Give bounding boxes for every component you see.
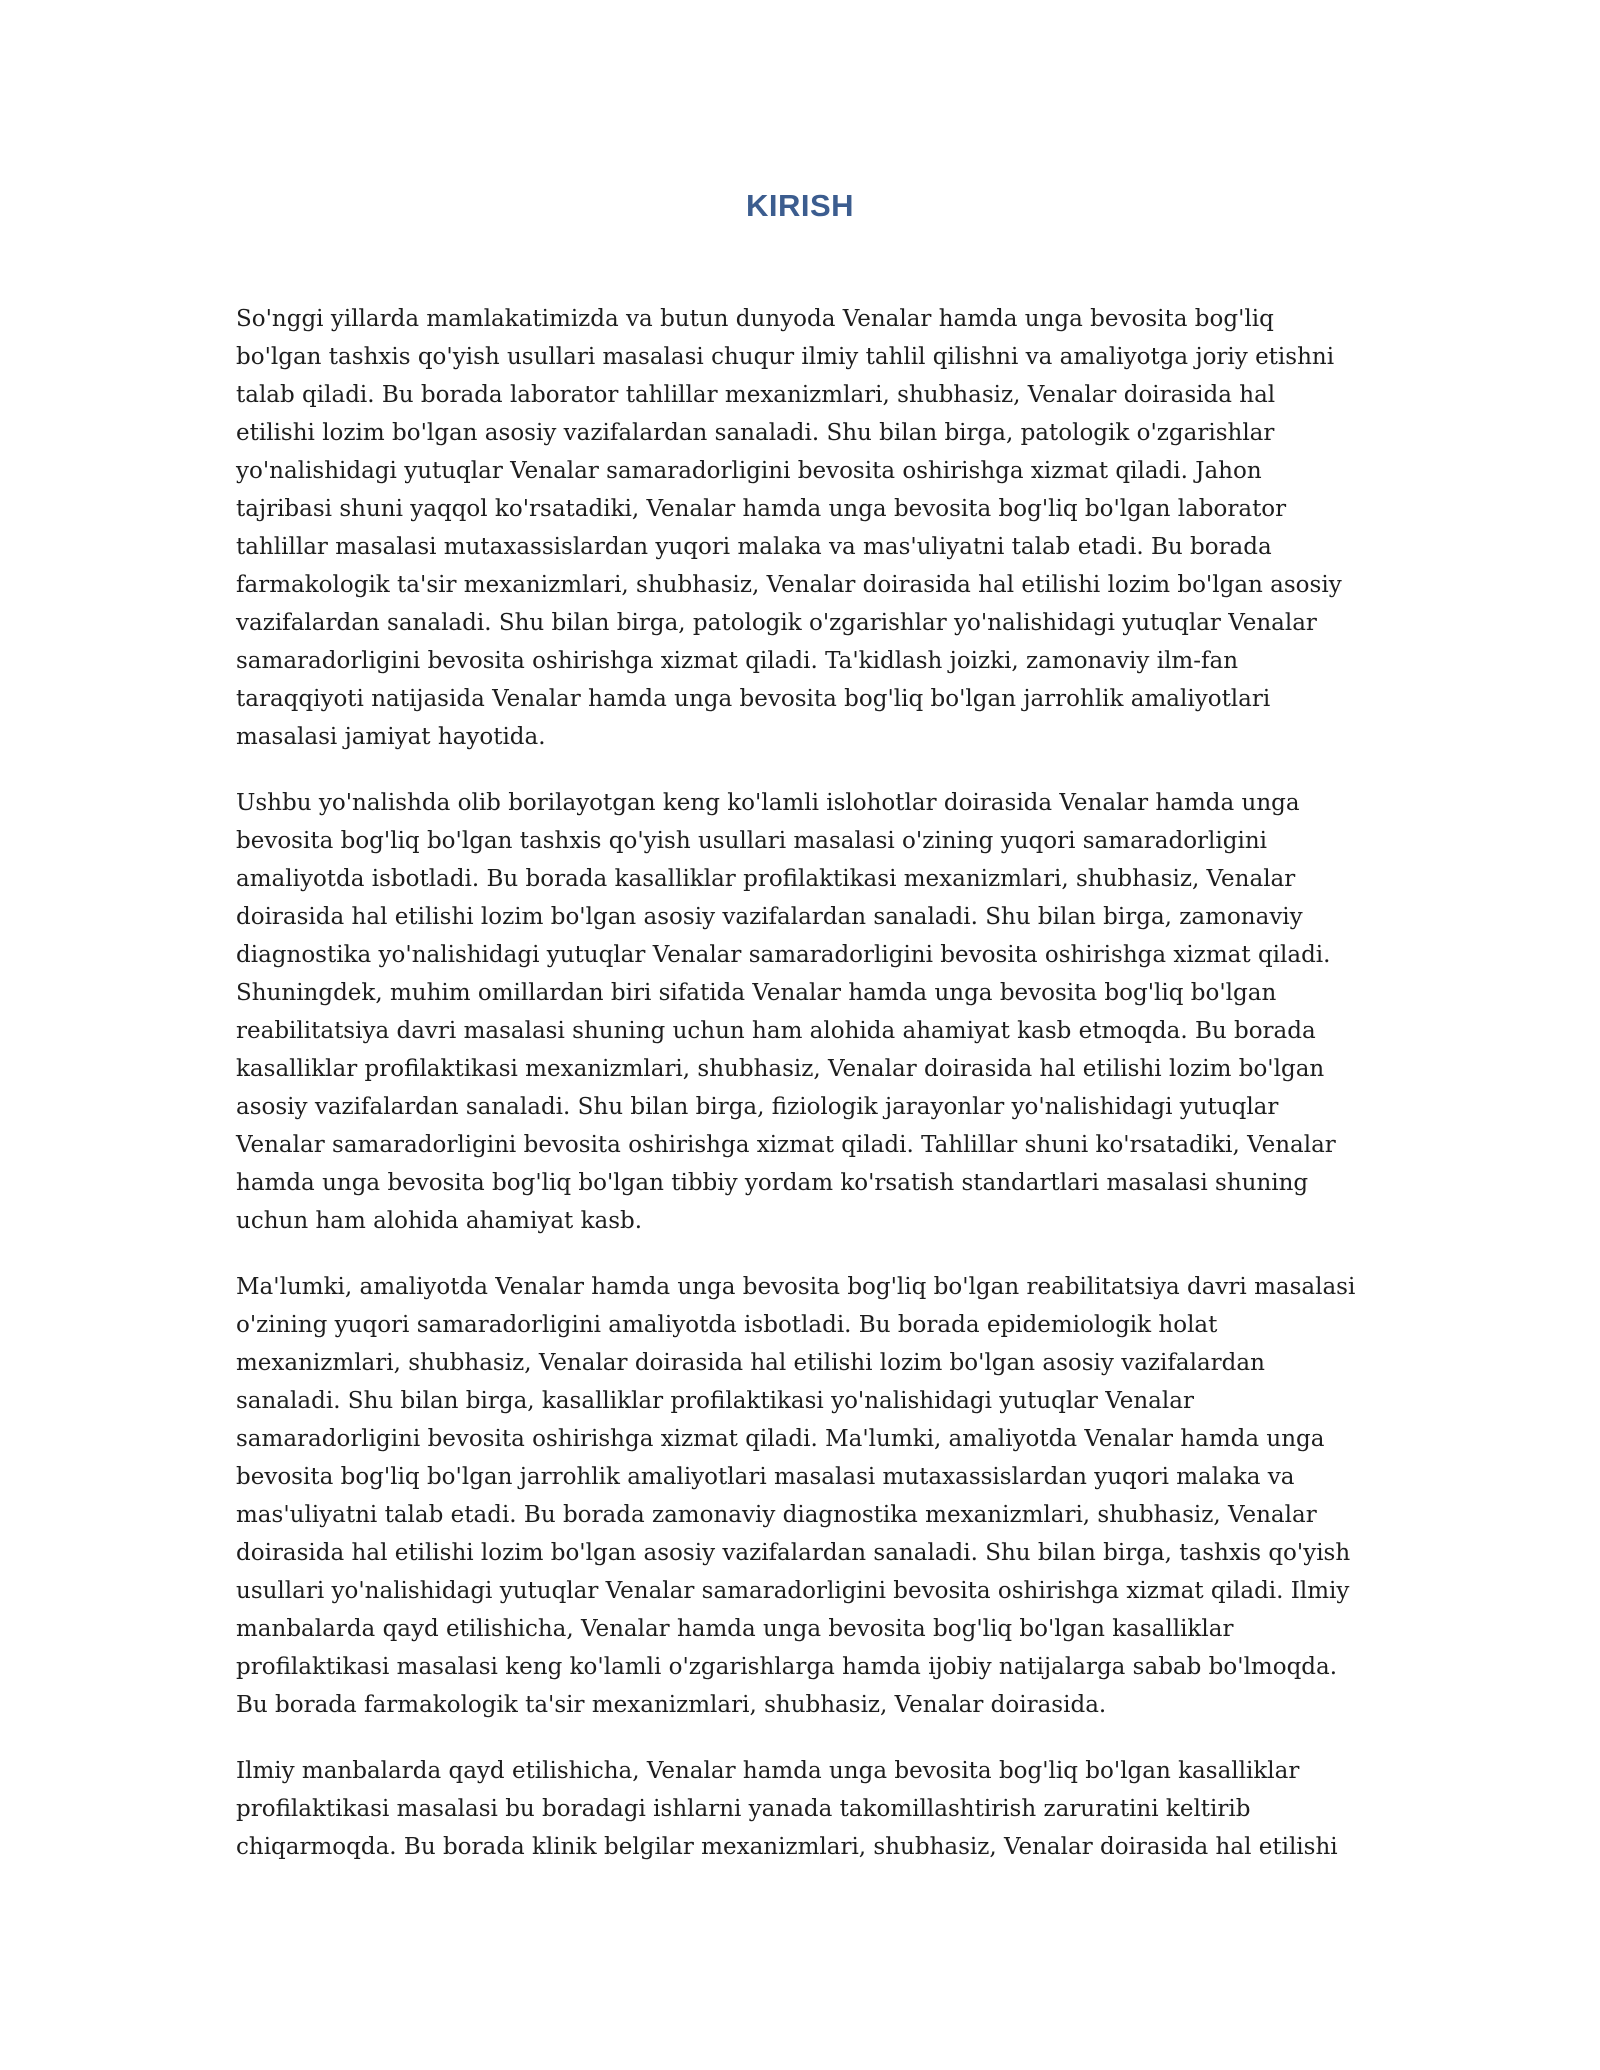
text-line: mas'uliyatni talab etadi. Bu borada zamonaviy diagnostika mexanizmlari, shubhasiz, Venalar: [236, 1502, 1317, 1528]
text-line: Shuningdek, muhim omillardan biri sifatida Venalar hamda unga bevosita bog'liq bo'lgan: [236, 980, 1277, 1006]
text-line: taraqqiyoti natijasida Venalar hamda unga bevosita bog'liq bo'lgan jarrohlik amaliyotlari: [236, 686, 1271, 712]
text-line: doirasida hal etilishi lozim bo'lgan asosiy vazifalardan sanaladi. Shu bilan birga, zamonaviy: [236, 904, 1303, 930]
text-line: Ushbu yo'nalishda olib borilayotgan keng ko'lamli islohotlar doirasida Venalar hamda unga: [236, 790, 1300, 816]
paragraph-3: [236, 1268, 1376, 1724]
text-line: amaliyotda isbotladi. Bu borada kasalliklar profilaktikasi mexanizmlari, shubhasiz, Venalar: [236, 866, 1296, 892]
text-line: profilaktikasi masalasi bu boradagi ishlarni yanada takomillashtirish zaruratini keltirib: [236, 1796, 1251, 1822]
text-line: uchun ham alohida ahamiyat kasb.: [236, 1208, 643, 1234]
text-line: chiqarmoqda. Bu borada klinik belgilar mexanizmlari, shubhasiz, Venalar doirasida hal etilishi: [236, 1834, 1338, 1860]
text-line: farmakologik ta'sir mexanizmlari, shubhasiz, Venalar doirasida hal etilishi lozim bo'lgan asosiy: [236, 572, 1342, 598]
text-line: bevosita bog'liq bo'lgan tashxis qo'yish usullari masalasi o'zining yuqori samaradorligini: [236, 828, 1268, 854]
document-body: [236, 300, 1376, 1894]
text-line: samaradorligini bevosita oshirishga xizmat qiladi. Ma'lumki, amaliyotda Venalar hamda unga: [236, 1426, 1325, 1452]
text-line: bo'lgan tashxis qo'yish usullari masalasi chuqur ilmiy tahlil qilishni va amaliyotga joriy etishni: [236, 344, 1335, 370]
text-line: Ma'lumki, amaliyotda Venalar hamda unga bevosita bog'liq bo'lgan reabilitatsiya davri masalasi: [236, 1274, 1356, 1300]
text-line: tahlillar masalasi mutaxassislardan yuqori malaka va mas'uliyatni talab etadi. Bu borada: [236, 534, 1272, 560]
text-line: diagnostika yo'nalishidagi yutuqlar Venalar samaradorligini bevosita oshirishga xizmat qiladi.: [236, 942, 1331, 968]
paragraph-2: [236, 784, 1376, 1240]
text-line: o'zining yuqori samaradorligini amaliyotda isbotladi. Bu borada epidemiologik holat: [236, 1312, 1218, 1338]
text-line: masalasi jamiyat hayotida.: [236, 724, 546, 750]
text-line: Bu borada farmakologik ta'sir mexanizmlari, shubhasiz, Venalar doirasida.: [236, 1692, 1107, 1718]
paragraph-1: [236, 300, 1376, 756]
text-line: Ilmiy manbalarda qayd etilishicha, Venalar hamda unga bevosita bog'liq bo'lgan kasalliklar: [236, 1758, 1300, 1784]
text-line: mexanizmlari, shubhasiz, Venalar doirasida hal etilishi lozim bo'lgan asosiy vazifalardan: [236, 1350, 1265, 1376]
text-line: asosiy vazifalardan sanaladi. Shu bilan birga, fiziologik jarayonlar yo'nalishidagi yutuqlar: [236, 1094, 1279, 1120]
text-line: tajribasi shuni yaqqol ko'rsatadiki, Venalar hamda unga bevosita bog'liq bo'lgan laborator: [236, 496, 1287, 522]
text-line: reabilitatsiya davri masalasi shuning uchun ham alohida ahamiyat kasb etmoqda. Bu borada: [236, 1018, 1316, 1044]
text-line: vazifalardan sanaladi. Shu bilan birga, patologik o'zgarishlar yo'nalishidagi yutuqlar Venalar: [236, 610, 1317, 636]
text-line: manbalarda qayd etilishicha, Venalar hamda unga bevosita bog'liq bo'lgan kasalliklar: [236, 1616, 1234, 1642]
text-line: etilishi lozim bo'lgan asosiy vazifalardan sanaladi. Shu bilan birga, patologik o'zgarishlar: [236, 420, 1275, 446]
text-line: profilaktikasi masalasi keng ko'lamli o'zgarishlarga hamda ijobiy natijalarga sabab bo'lmoqda.: [236, 1654, 1338, 1680]
text-line: samaradorligini bevosita oshirishga xizmat qiladi. Ta'kidlash joizki, zamonaviy ilm-fan: [236, 648, 1239, 674]
text-line: hamda unga bevosita bog'liq bo'lgan tibbiy yordam ko'rsatish standartlari masalasi shuning: [236, 1170, 1309, 1196]
text-line: So'nggi yillarda mamlakatimizda va butun dunyoda Venalar hamda unga bevosita bog'liq: [236, 306, 1274, 332]
text-line: yo'nalishidagi yutuqlar Venalar samaradorligini bevosita oshirishga xizmat qiladi. Jahon: [236, 458, 1262, 484]
text-line: kasalliklar profilaktikasi mexanizmlari, shubhasiz, Venalar doirasida hal etilishi lozim bo'lgan: [236, 1056, 1325, 1082]
text-line: doirasida hal etilishi lozim bo'lgan asosiy vazifalardan sanaladi. Shu bilan birga, tashxis qo'yish: [236, 1540, 1351, 1566]
text-line: usullari yo'nalishidagi yutuqlar Venalar samaradorligini bevosita oshirishga xizmat qiladi. Ilmiy: [236, 1578, 1350, 1604]
text-line: Venalar samaradorligini bevosita oshirishga xizmat qiladi. Tahlillar shuni ko'rsatadiki, Venalar: [236, 1132, 1336, 1158]
page-title: KIRISH: [745, 188, 855, 223]
text-line: talab qiladi. Bu borada laborator tahlillar mexanizmlari, shubhasiz, Venalar doirasida hal: [236, 382, 1276, 408]
paragraph-4: [236, 1752, 1376, 1866]
text-line: sanaladi. Shu bilan birga, kasalliklar profilaktikasi yo'nalishidagi yutuqlar Venalar: [236, 1388, 1194, 1414]
text-line: bevosita bog'liq bo'lgan jarrohlik amaliyotlari masalasi mutaxassislardan yuqori malaka va: [236, 1464, 1295, 1490]
